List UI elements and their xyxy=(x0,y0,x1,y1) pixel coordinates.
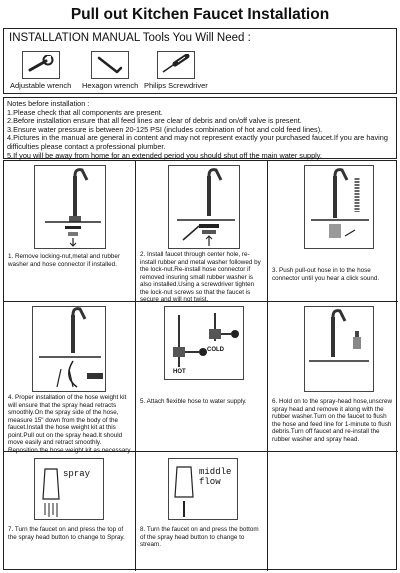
tools-section xyxy=(3,28,397,94)
step-caption: 6. Hold on to the spray-head hose,unscrew spray head and remove it along with the rubber washer.Turn on the faucet to flush the hose and feed line for 1-minute to flush debris.Turn off faucet and re-install the rubber washer and spray head. xyxy=(272,398,393,443)
step-1-cell xyxy=(4,161,136,302)
step-6-cell xyxy=(268,302,398,452)
step-7-cell xyxy=(4,452,136,571)
screwdriver-icon xyxy=(157,51,195,79)
note-item: 5.If you will be away from home for an extended period you should shut off the main water supply. xyxy=(7,150,322,160)
step-2-cell xyxy=(136,161,268,302)
note-item: 4.Pictures in the manual are general in content and may not represent exactly your purchased faucet.If you are having difficulties please contact a professional plumber. xyxy=(7,133,388,151)
hot-label: HOT xyxy=(173,369,186,375)
faucet-illustration xyxy=(304,165,374,249)
spray-head-illustration xyxy=(168,458,238,520)
note-item: 3.Ensure water pressure is between 20-125 PSI (includes combination of hot and cold feed lines). xyxy=(7,124,323,134)
spray-head-illustration xyxy=(34,458,104,520)
notes-heading: Notes before installation : xyxy=(7,99,90,108)
step-caption: 7. Turn the faucet on and press the top of the spray head button to change to Spray. xyxy=(8,526,125,541)
step-5-cell xyxy=(136,302,268,452)
faucet-illustration xyxy=(32,306,106,392)
spray-label: spray xyxy=(63,469,91,479)
tool-philips-screwdriver xyxy=(144,51,208,90)
step-caption: 5. Attach flexible hose to water supply. xyxy=(140,398,247,405)
step-3-cell xyxy=(268,161,398,302)
step-caption: 8. Turn the faucet on and press the bottom of the spray head button to change to stream. xyxy=(140,526,259,548)
faucet-illustration xyxy=(34,165,106,249)
step-caption: 1. Remove locking-nut,metal and rubber washer and hose connector if installed. xyxy=(8,253,121,268)
faucet-illustration xyxy=(168,165,240,249)
hex-key-icon xyxy=(91,51,129,79)
middle-flow-label: middle flow xyxy=(199,467,232,487)
note-item: 1.Please check that all components are present. xyxy=(7,107,163,117)
step-caption: 3. Push pull-out hose in to the hose connector until you hear a click sound. xyxy=(272,267,380,282)
step-4-cell xyxy=(4,302,136,452)
faucet-illustration xyxy=(304,306,374,392)
step-8-cell xyxy=(136,452,268,571)
tool-adjustable-wrench xyxy=(10,51,71,90)
tool-label: Philips Screwdriver xyxy=(144,81,208,90)
tool-label: Adjustable wrench xyxy=(10,81,72,90)
step-caption: 4. Proper installation of the hose weight kit will ensure that the spray head retracts smoothly.On the spray side of the hose, measure 15" down from the body of the faucet.Install the hose weight kit at this point.Pull out on the spray head.It should move easily and retract smoothly. Reposition the hose weight kit as necessary. xyxy=(8,394,132,454)
steps-grid xyxy=(3,160,397,570)
tool-hexagon-wrench xyxy=(82,51,138,90)
note-item: 2.Before installation ensure that all feed lines are clear of debris and on/off valve is present. xyxy=(7,116,302,126)
cold-label: COLD xyxy=(207,347,224,353)
tools-header: INSTALLATION MANUAL Tools You Will Need : xyxy=(9,32,251,44)
empty-cell xyxy=(268,452,398,571)
step-caption: 2. Install faucet through center hole, re-install rubber and metal washer followed by the lock-nut.Re-install hose connector if removed insuring small rubber washer is also installed.Using a screwdriver tighten the lock-nut screws so that the faucet is secure and will not twist. xyxy=(140,251,261,303)
page-title: Pull out Kitchen Faucet Installation xyxy=(70,6,330,23)
wrench-icon xyxy=(22,51,60,79)
tool-label: Hexagon wrench xyxy=(82,81,139,90)
supply-line-illustration xyxy=(164,306,244,380)
notes-section xyxy=(3,97,397,159)
